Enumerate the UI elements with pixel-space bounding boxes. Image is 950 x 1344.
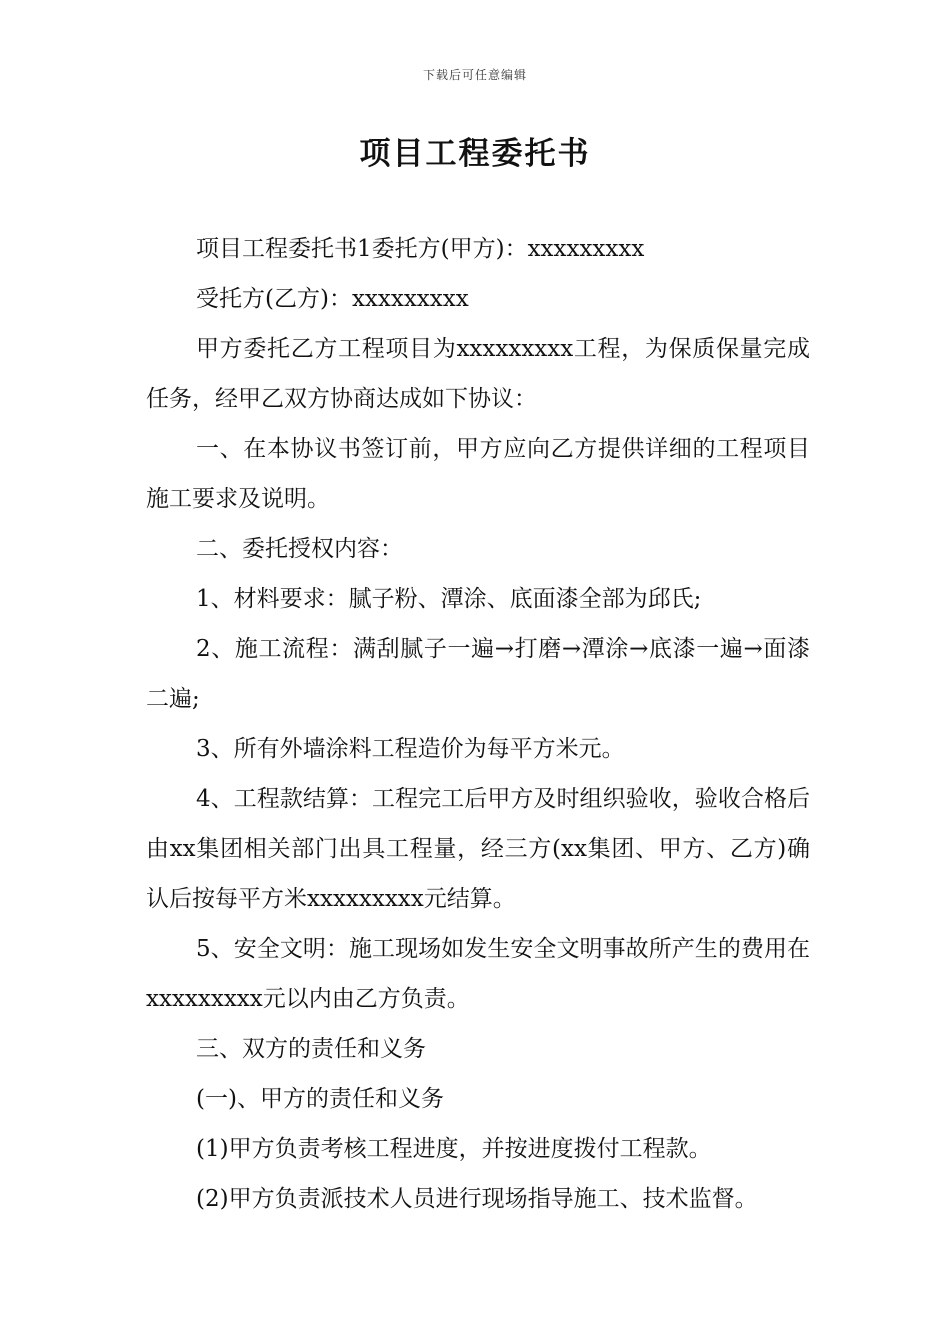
paragraph-duty-1: (1)甲方负责考核工程进度，并按进度拨付工程款。	[196, 1136, 712, 1162]
paragraph-cost: 3、所有外墙涂料工程造价为每平方米元。	[196, 736, 625, 762]
paragraph-safety: 5、安全文明：施工现场如发生安全文明事故所产生的费用在xxxxxxxxx元以内由乙方负责。	[146, 936, 810, 1012]
paragraph-settlement: 4、工程款结算：工程完工后甲方及时组织验收，验收合格后由xx集团相关部门出具工程量，经三方(xx集团、甲方、乙方)确认后按每平方米xxxxxxxxx元结算。	[146, 786, 810, 912]
paragraph-process: 2、施工流程：满刮腻子一遍→打磨→潭涂→底漆一遍→面漆二遍;	[146, 636, 810, 712]
paragraph-contractor: 受托方(乙方)：xxxxxxxxx	[196, 286, 469, 312]
document-body	[146, 224, 810, 1224]
paragraph-materials: 1、材料要求：腻子粉、潭涂、底面漆全部为邱氏;	[196, 586, 702, 612]
header-note: 下载后可任意编辑	[422, 68, 527, 82]
document-title: 项目工程委托书	[359, 136, 591, 172]
paragraph-clause-1: 一、在本协议书签订前，甲方应向乙方提供详细的工程项目施工要求及说明。	[146, 436, 810, 512]
section-heading-3: 三、双方的责任和义务	[196, 1036, 426, 1062]
paragraph-duty-2: (2)甲方负责派技术人员进行现场指导施工、技术监督。	[196, 1186, 758, 1212]
paragraph-intro: 甲方委托乙方工程项目为xxxxxxxxx工程，为保质保量完成任务，经甲乙双方协商达成如下协议：	[146, 336, 810, 412]
section-heading-2: 二、委托授权内容：	[196, 536, 403, 562]
paragraph-client: 项目工程委托书1委托方(甲方)：xxxxxxxxx	[196, 236, 645, 262]
subsection-heading-1: (一)、甲方的责任和义务	[196, 1086, 444, 1112]
